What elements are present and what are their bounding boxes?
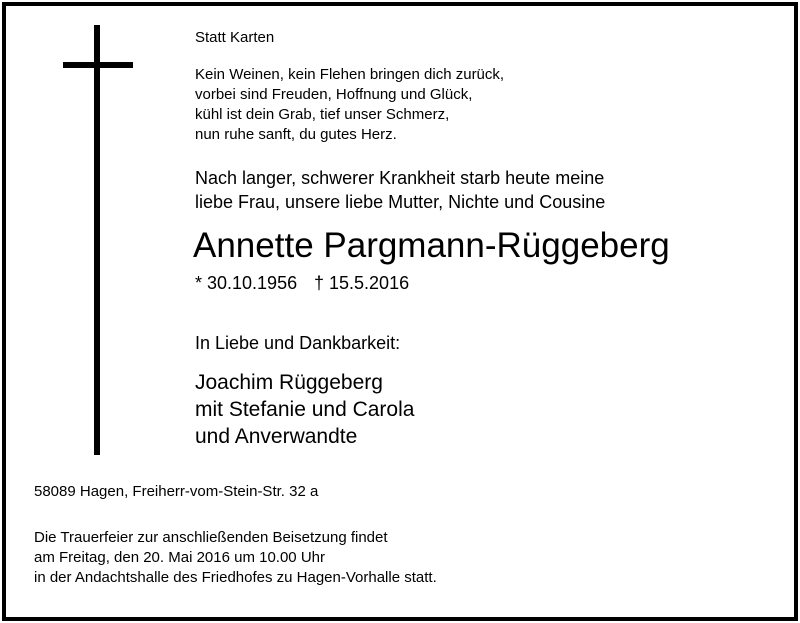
mourners xyxy=(195,369,414,450)
poem-line: kühl ist dein Grab, tief unser Schmerz, xyxy=(195,106,450,123)
cross-icon xyxy=(94,25,100,455)
funeral-line: in der Andachtshalle des Friedhofes zu Hagen-Vorhalle statt. xyxy=(34,569,437,586)
poem xyxy=(195,65,504,145)
announcement-line: Nach langer, schwerer Krankheit starb heute meine xyxy=(195,168,605,188)
cross-icon-bar xyxy=(63,62,133,68)
address: 58089 Hagen, Freiherr-vom-Stein-Str. 32 a xyxy=(34,483,319,500)
poem-line: Kein Weinen, kein Flehen bringen dich zurück, xyxy=(195,66,505,83)
death-date: † 15.5.2016 xyxy=(314,273,410,293)
mourner-line: Joachim Rüggeberg xyxy=(195,371,383,394)
funeral-line: am Freitag, den 20. Mai 2016 um 10.00 Uhr xyxy=(34,549,325,566)
poem-line: nun ruhe sanft, du gutes Herz. xyxy=(195,126,397,143)
mourner-line: und Anverwandte xyxy=(195,425,358,448)
announcement-line: liebe Frau, unsere liebe Mutter, Nichte und Cousine xyxy=(195,192,606,212)
funeral-info xyxy=(34,528,437,588)
header-text: Statt Karten xyxy=(195,29,275,46)
funeral-line: Die Trauerfeier zur anschließenden Beisetzung findet xyxy=(34,529,388,546)
mourner-line: mit Stefanie und Carola xyxy=(195,398,415,421)
gratitude-text: In Liebe und Dankbarkeit: xyxy=(195,333,401,353)
announcement xyxy=(195,166,605,214)
birth-date: * 30.10.1956 xyxy=(195,273,298,293)
poem-line: vorbei sind Freuden, Hoffnung und Glück, xyxy=(195,86,473,103)
deceased-name: Annette Pargmann-Rüggeberg xyxy=(193,226,670,265)
